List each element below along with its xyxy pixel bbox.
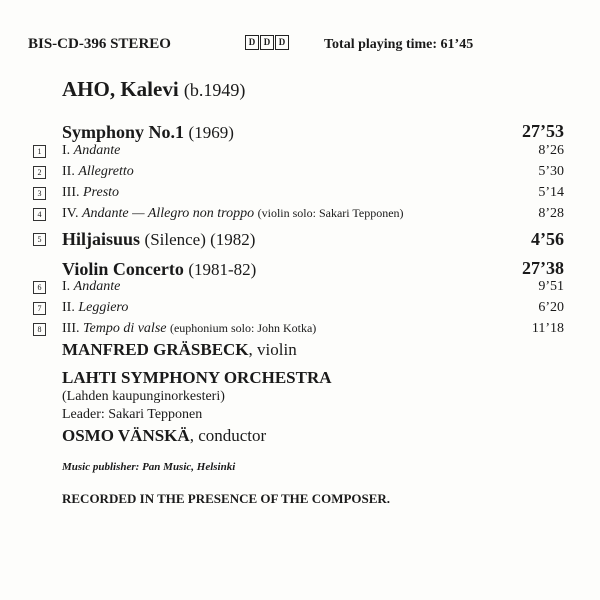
ddd-badge [245, 35, 290, 50]
movement-numeral: IV. [62, 206, 79, 221]
composer-name: AHO, Kalevi [62, 77, 179, 101]
total-playing-time: Total playing time: 61’45 [324, 37, 474, 52]
track-movement [62, 279, 120, 295]
work-duration: 4’56 [531, 229, 564, 249]
track-duration: 9’51 [538, 279, 564, 294]
movement-numeral: III. [62, 321, 80, 336]
movement-numeral: II. [62, 164, 75, 179]
work-duration: 27’53 [522, 121, 564, 141]
track-movement [62, 300, 128, 316]
work-title: Violin Concerto [62, 259, 184, 279]
music-publisher: Music publisher: Pan Music, Helsinki [62, 461, 236, 473]
soloist-role: , violin [248, 340, 297, 359]
track-number: 7 [33, 302, 46, 315]
movement-note: (violin solo: Sakari Tepponen) [257, 206, 404, 220]
orchestra-name: LAHTI SYMPHONY ORCHESTRA [62, 368, 332, 387]
movement-numeral: II. [62, 300, 75, 315]
track-movement [62, 164, 134, 180]
soloist [62, 340, 297, 360]
movement-tempo: Tempo di valse [83, 321, 167, 336]
work-title-concerto [62, 259, 256, 280]
track-duration: 8’26 [538, 143, 564, 158]
track-number: 2 [33, 166, 46, 179]
work-subtitle: (Silence) (1982) [144, 230, 256, 249]
work-year: (1981-82) [188, 260, 257, 279]
work-year: (1969) [188, 123, 234, 142]
track-number: 8 [33, 323, 46, 336]
track-number: 5 [33, 233, 46, 246]
work-title: Hiljaisuus [62, 229, 141, 249]
track-duration: 6’20 [538, 300, 564, 315]
ddd-letter: D [275, 35, 289, 50]
conductor-role: , conductor [189, 426, 267, 445]
movement-tempo: Allegretto [78, 164, 134, 179]
track-movement [62, 143, 120, 159]
track-movement [62, 206, 404, 222]
track-movement [62, 321, 316, 337]
movement-tempo: Presto [83, 185, 120, 200]
catalog-number: BIS-CD-396 STEREO [28, 36, 171, 52]
ddd-letter: D [245, 35, 259, 50]
work-title-symphony [62, 122, 234, 143]
track-duration: 11’18 [531, 321, 564, 336]
movement-note: (euphonium solo: John Kotka) [169, 321, 317, 335]
track-number: 6 [33, 281, 46, 294]
track-number: 3 [33, 187, 46, 200]
work-title: Symphony No.1 [62, 122, 185, 142]
work-duration: 27’38 [522, 258, 564, 278]
movement-numeral: I. [62, 279, 71, 294]
movement-tempo: Andante [73, 279, 121, 294]
track-duration: 5’30 [538, 164, 564, 179]
track-duration: 5’14 [538, 185, 564, 200]
track-duration: 8’28 [538, 206, 564, 221]
track-movement [62, 185, 119, 201]
work-title-hiljaisuus [62, 229, 255, 250]
movement-tempo: Leggiero [78, 300, 129, 315]
track-number: 4 [33, 208, 46, 221]
composer-born: (b.1949) [183, 80, 246, 100]
conductor-name: OSMO VÄNSKÄ [62, 426, 190, 445]
movement-numeral: III. [62, 185, 80, 200]
soloist-name: MANFRED GRÄSBECK [62, 340, 249, 359]
orchestra-leader: Leader: Sakari Tepponen [62, 407, 203, 422]
track-number: 1 [33, 145, 46, 158]
composer [62, 77, 245, 102]
ddd-letter: D [260, 35, 274, 50]
movement-numeral: I. [62, 143, 71, 158]
movement-tempo: Andante [73, 143, 121, 158]
orchestra-finnish-name: (Lahden kaupunginorkesteri) [62, 389, 225, 404]
conductor [62, 426, 266, 446]
recorded-note: RECORDED IN THE PRESENCE OF THE COMPOSER. [62, 491, 391, 506]
movement-tempo: Andante — Allegro non troppo [81, 206, 255, 221]
